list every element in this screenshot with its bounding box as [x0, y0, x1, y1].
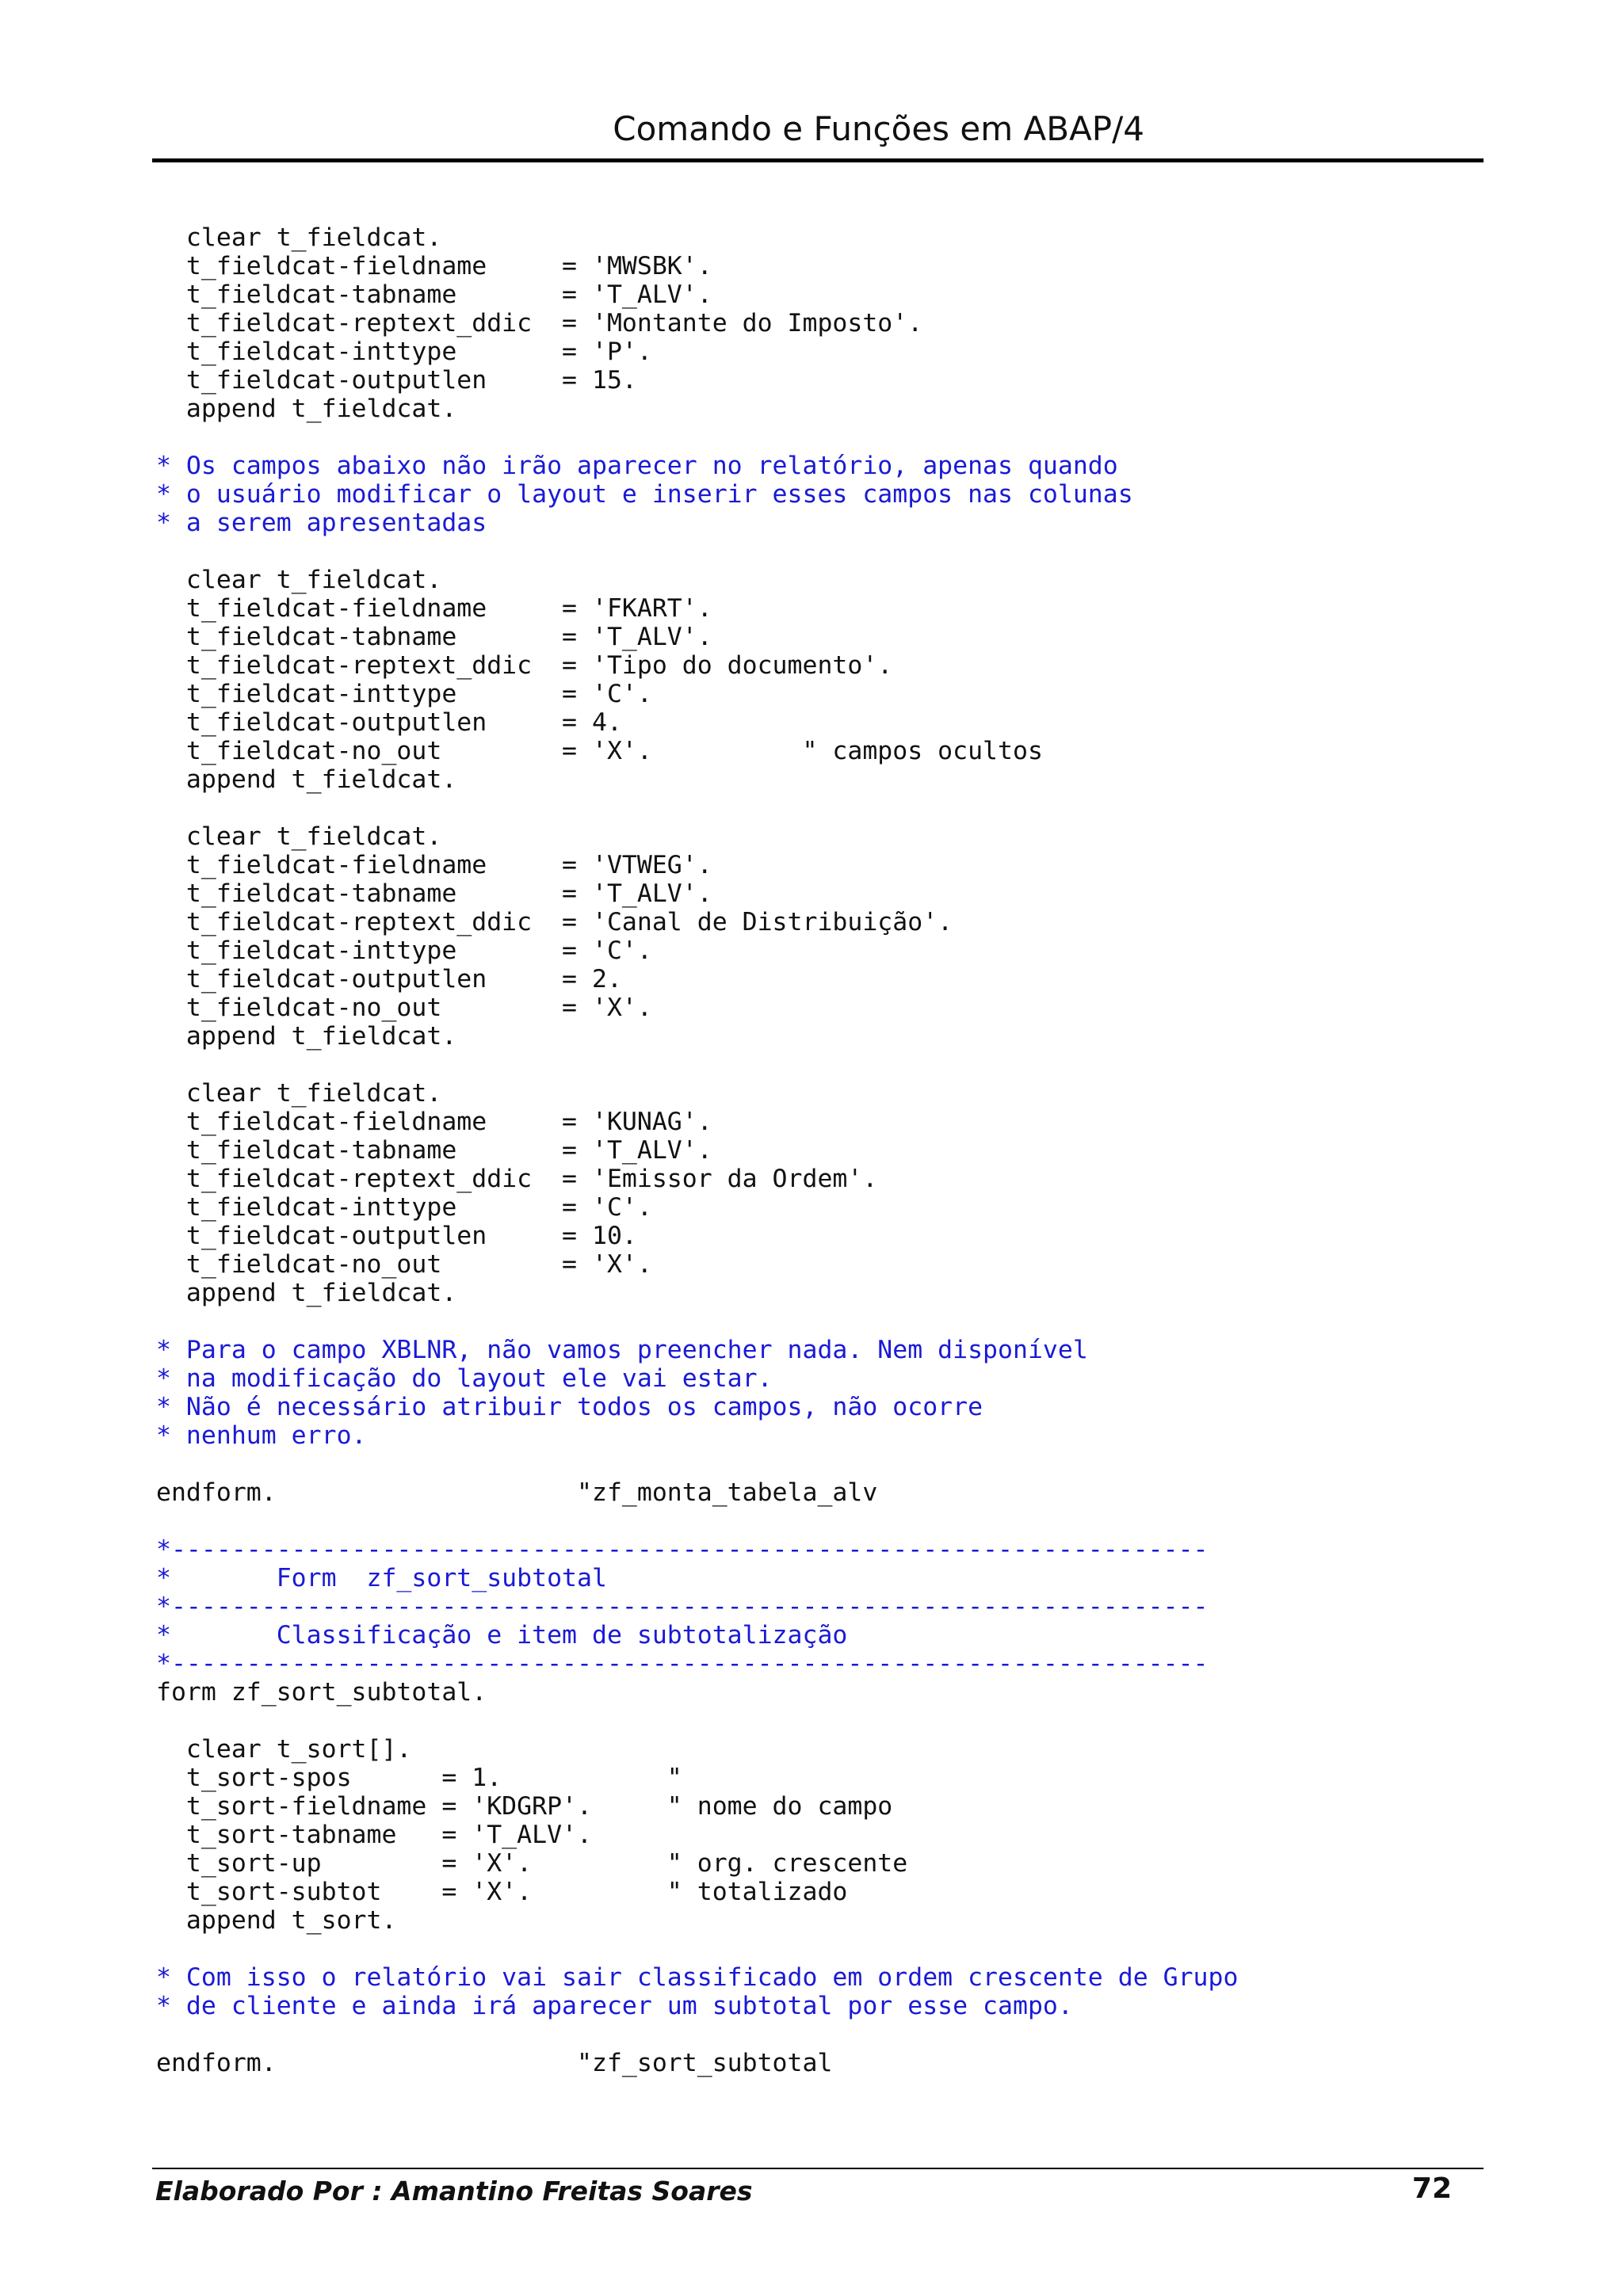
- code-comment-line: * Não é necessário atribuir todos os campos, não ocorre: [156, 1393, 983, 1421]
- code-line: clear t_fieldcat.: [156, 223, 442, 252]
- code-line: endform. "zf_sort_subtotal: [156, 2049, 833, 2077]
- code-comment-line: * Para o campo XBLNR, não vamos preencher nada. Nem disponível: [156, 1336, 1088, 1364]
- header-divider: [152, 158, 1484, 162]
- code-line: append t_fieldcat.: [156, 765, 457, 794]
- code-line: t_fieldcat-inttype = 'C'.: [156, 1193, 652, 1222]
- code-line: [156, 794, 1238, 822]
- code-line: t_fieldcat-tabname = 'T_ALV'.: [156, 280, 712, 309]
- code-line: t_fieldcat-fieldname = 'MWSBK'.: [156, 252, 712, 280]
- code-line: t_sort-up = 'X'. " org. crescente: [156, 1849, 908, 1878]
- code-comment-line: * na modificação do layout ele vai estar.: [156, 1364, 773, 1393]
- code-comment-line: * Com isso o relatório vai sair classificado em ordem crescente de Grupo: [156, 1963, 1239, 1992]
- code-line: t_fieldcat-no_out = 'X'.: [156, 1250, 652, 1279]
- code-line: t_fieldcat-fieldname = 'VTWEG'.: [156, 851, 712, 879]
- code-line: [156, 1507, 1238, 1535]
- code-comment-line: * de cliente e ainda irá aparecer um subtotal por esse campo.: [156, 1992, 1073, 2020]
- code-line: [156, 1450, 1238, 1478]
- code-line: t_fieldcat-reptext_ddic = 'Emissor da Ordem'.: [156, 1165, 878, 1193]
- code-line: [156, 537, 1238, 566]
- page-header-title: Comando e Funções em ABAP/4: [613, 109, 1144, 148]
- code-line: form zf_sort_subtotal.: [156, 1678, 487, 1707]
- code-line: clear t_fieldcat.: [156, 822, 442, 851]
- code-comment-line: * Os campos abaixo não irão aparecer no relatório, apenas quando: [156, 452, 1118, 480]
- code-line: t_fieldcat-outputlen = 15.: [156, 366, 637, 395]
- code-comment-line: * nenhum erro.: [156, 1421, 367, 1450]
- code-line: t_fieldcat-reptext_ddic = 'Montante do Imposto'.: [156, 309, 923, 338]
- code-line: t_fieldcat-tabname = 'T_ALV'.: [156, 1136, 712, 1165]
- code-line: t_fieldcat-no_out = 'X'. " campos ocultos: [156, 737, 1043, 765]
- code-line: [156, 423, 1238, 452]
- code-comment-line: * Form zf_sort_subtotal: [156, 1564, 607, 1592]
- code-line: [156, 2020, 1238, 2049]
- code-line: t_fieldcat-inttype = 'C'.: [156, 680, 652, 708]
- code-line: t_fieldcat-outputlen = 2.: [156, 965, 622, 994]
- code-line: t_fieldcat-no_out = 'X'.: [156, 994, 652, 1022]
- code-line: append t_sort.: [156, 1906, 397, 1935]
- code-line: t_fieldcat-tabname = 'T_ALV'.: [156, 879, 712, 908]
- code-line: t_sort-subtot = 'X'. " totalizado: [156, 1878, 848, 1906]
- code-line: t_sort-spos = 1. ": [156, 1764, 682, 1792]
- code-line: t_fieldcat-outputlen = 4.: [156, 708, 622, 737]
- code-comment-line: *---------------------------------------------------------------------: [156, 1535, 1209, 1564]
- code-line: t_fieldcat-fieldname = 'KUNAG'.: [156, 1108, 712, 1136]
- code-line: t_fieldcat-reptext_ddic = 'Tipo do documento'.: [156, 651, 893, 680]
- code-line: t_fieldcat-reptext_ddic = 'Canal de Distribuição'.: [156, 908, 953, 936]
- code-line: [156, 1051, 1238, 1079]
- code-line: clear t_fieldcat.: [156, 1079, 442, 1108]
- code-line: t_fieldcat-inttype = 'C'.: [156, 936, 652, 965]
- code-line: append t_fieldcat.: [156, 1022, 457, 1051]
- code-line: t_fieldcat-fieldname = 'FKART'.: [156, 594, 712, 623]
- code-line: [156, 1935, 1238, 1963]
- code-line: endform. "zf_monta_tabela_alv: [156, 1478, 878, 1507]
- code-comment-line: *---------------------------------------------------------------------: [156, 1592, 1209, 1621]
- code-line: t_sort-fieldname = 'KDGRP'. " nome do campo: [156, 1792, 893, 1821]
- code-comment-line: * Classificação e item de subtotalização: [156, 1621, 848, 1650]
- code-line: t_fieldcat-inttype = 'P'.: [156, 338, 652, 366]
- code-line: t_fieldcat-tabname = 'T_ALV'.: [156, 623, 712, 651]
- code-line: [156, 1707, 1238, 1735]
- page-number: 72: [1411, 2172, 1452, 2205]
- code-line: [156, 1307, 1238, 1336]
- code-listing: [156, 223, 1238, 2077]
- footer-author: Elaborado Por : Amantino Freitas Soares: [155, 2176, 753, 2206]
- code-line: clear t_fieldcat.: [156, 566, 442, 594]
- footer-divider: [152, 2168, 1484, 2169]
- code-line: t_sort-tabname = 'T_ALV'.: [156, 1821, 592, 1849]
- code-comment-line: * a serem apresentadas: [156, 509, 487, 537]
- code-line: append t_fieldcat.: [156, 395, 457, 423]
- code-comment-line: *---------------------------------------------------------------------: [156, 1650, 1209, 1678]
- code-line: t_fieldcat-outputlen = 10.: [156, 1222, 637, 1250]
- code-comment-line: * o usuário modificar o layout e inserir esses campos nas colunas: [156, 480, 1133, 509]
- code-line: clear t_sort[].: [156, 1735, 412, 1764]
- code-line: append t_fieldcat.: [156, 1279, 457, 1307]
